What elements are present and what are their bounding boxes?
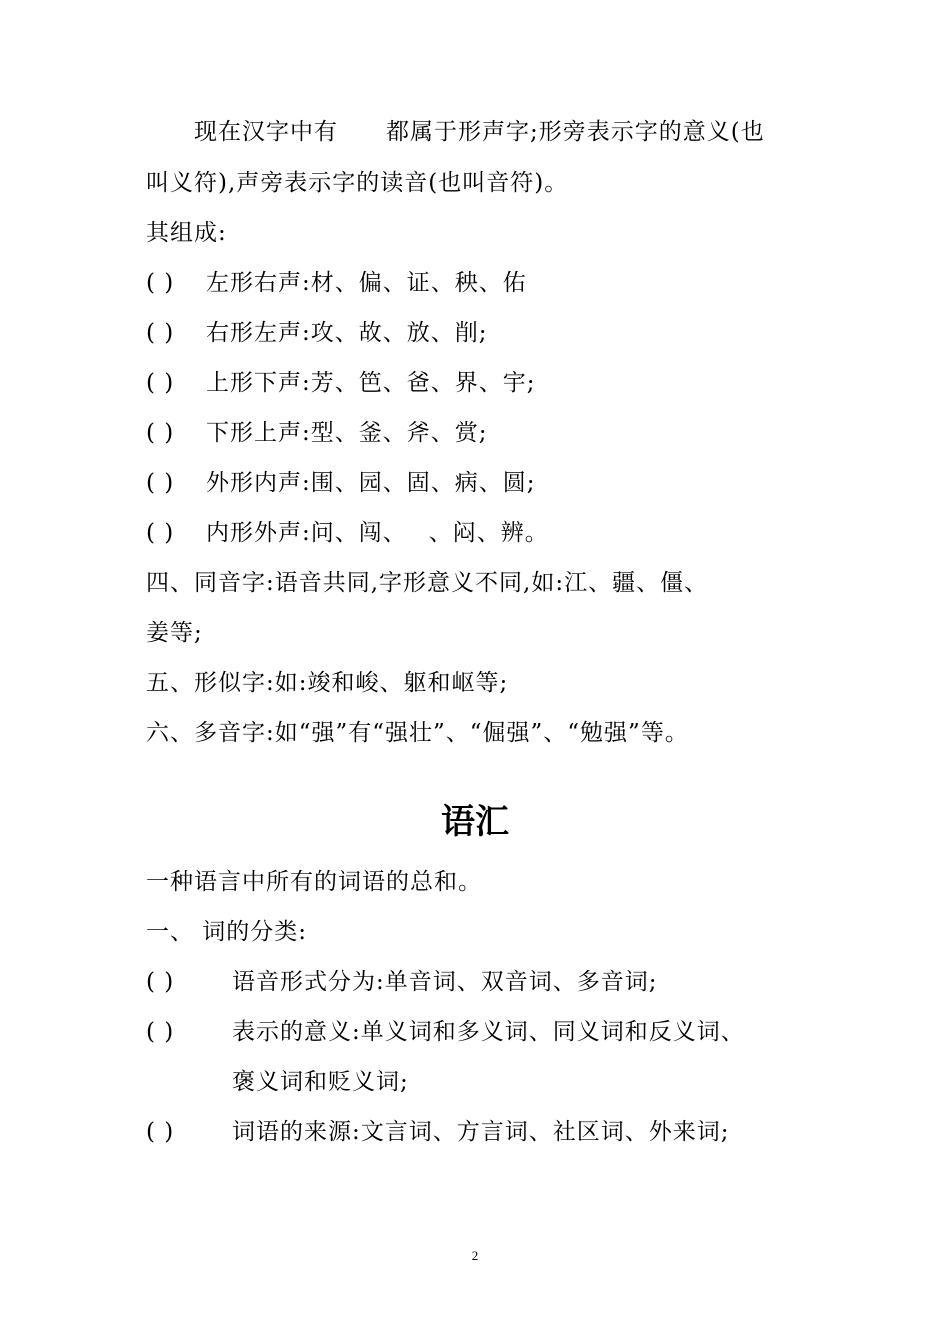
similar-char-line: 五、形似字:如:竣和峻、躯和岖等;: [146, 670, 509, 696]
answer-paren: ( ): [146, 320, 175, 346]
structure-item: [146, 318, 804, 348]
intro-line-2: 叫义符),声旁表示字的读音(也叫音符)。: [146, 170, 569, 196]
answer-paren: ( ): [146, 270, 175, 296]
classification-text: 词语的来源:文言词、方言词、社区词、外来词;: [232, 1119, 730, 1145]
structure-item: [146, 518, 804, 548]
answer-paren: ( ): [146, 470, 175, 496]
structure-text: 下形上声:型、釜、斧、赏;: [206, 420, 488, 446]
definition-line: 一种语言中所有的词语的总和。: [146, 869, 482, 895]
classification-text: 表示的意义:单义词和多义词、同义词和反义词、: [232, 1019, 745, 1045]
structure-text-b: 、闷、辨。: [428, 520, 549, 546]
classification-item: [146, 967, 804, 997]
intro-part-2: 都属于形声字;形旁表示字的意义(也: [386, 119, 765, 145]
answer-paren: ( ): [146, 1119, 175, 1145]
polyphone-line: 六、多音字:如“强”有“强壮”、“倔强”、“勉强”等。: [146, 720, 689, 746]
classification-text: 语音形式分为:单音词、双音词、多音词;: [232, 969, 658, 995]
structure-item: [146, 368, 804, 398]
classification-item: [146, 1017, 804, 1047]
composition-label: 其组成:: [146, 220, 227, 246]
structure-item: [146, 268, 804, 298]
answer-paren: ( ): [146, 969, 175, 995]
answer-paren: ( ): [146, 370, 175, 396]
section-heading: 语汇: [441, 802, 509, 842]
structure-item: [146, 418, 804, 448]
structure-text: 上形下声:芳、笆、爸、界、宇;: [206, 370, 536, 396]
page-number: 2: [471, 1248, 479, 1263]
structure-text-a: 内形外声:问、闯、: [206, 520, 407, 546]
answer-paren: ( ): [146, 520, 175, 546]
homophone-line-1: 四、同音字:语音共同,字形意义不同,如:江、疆、僵、: [146, 570, 709, 596]
structure-text: 左形右声:材、偏、证、秧、佑: [206, 270, 527, 296]
intro-line-1: [194, 117, 804, 147]
structure-text: 外形内声:围、园、固、病、圆;: [206, 470, 536, 496]
answer-paren: ( ): [146, 1019, 175, 1045]
classification-item-continuation: [146, 1067, 804, 1097]
classification-text: 褒义词和贬义词;: [232, 1069, 409, 1095]
classification-label: 一、 词的分类:: [146, 919, 308, 945]
answer-paren: ( ): [146, 420, 175, 446]
classification-item: [146, 1117, 804, 1147]
structure-item: [146, 468, 804, 498]
intro-part-1: 现在汉字中有: [194, 119, 338, 145]
homophone-line-2: 姜等;: [146, 620, 203, 646]
structure-text: 右形左声:攻、故、放、削;: [206, 320, 488, 346]
